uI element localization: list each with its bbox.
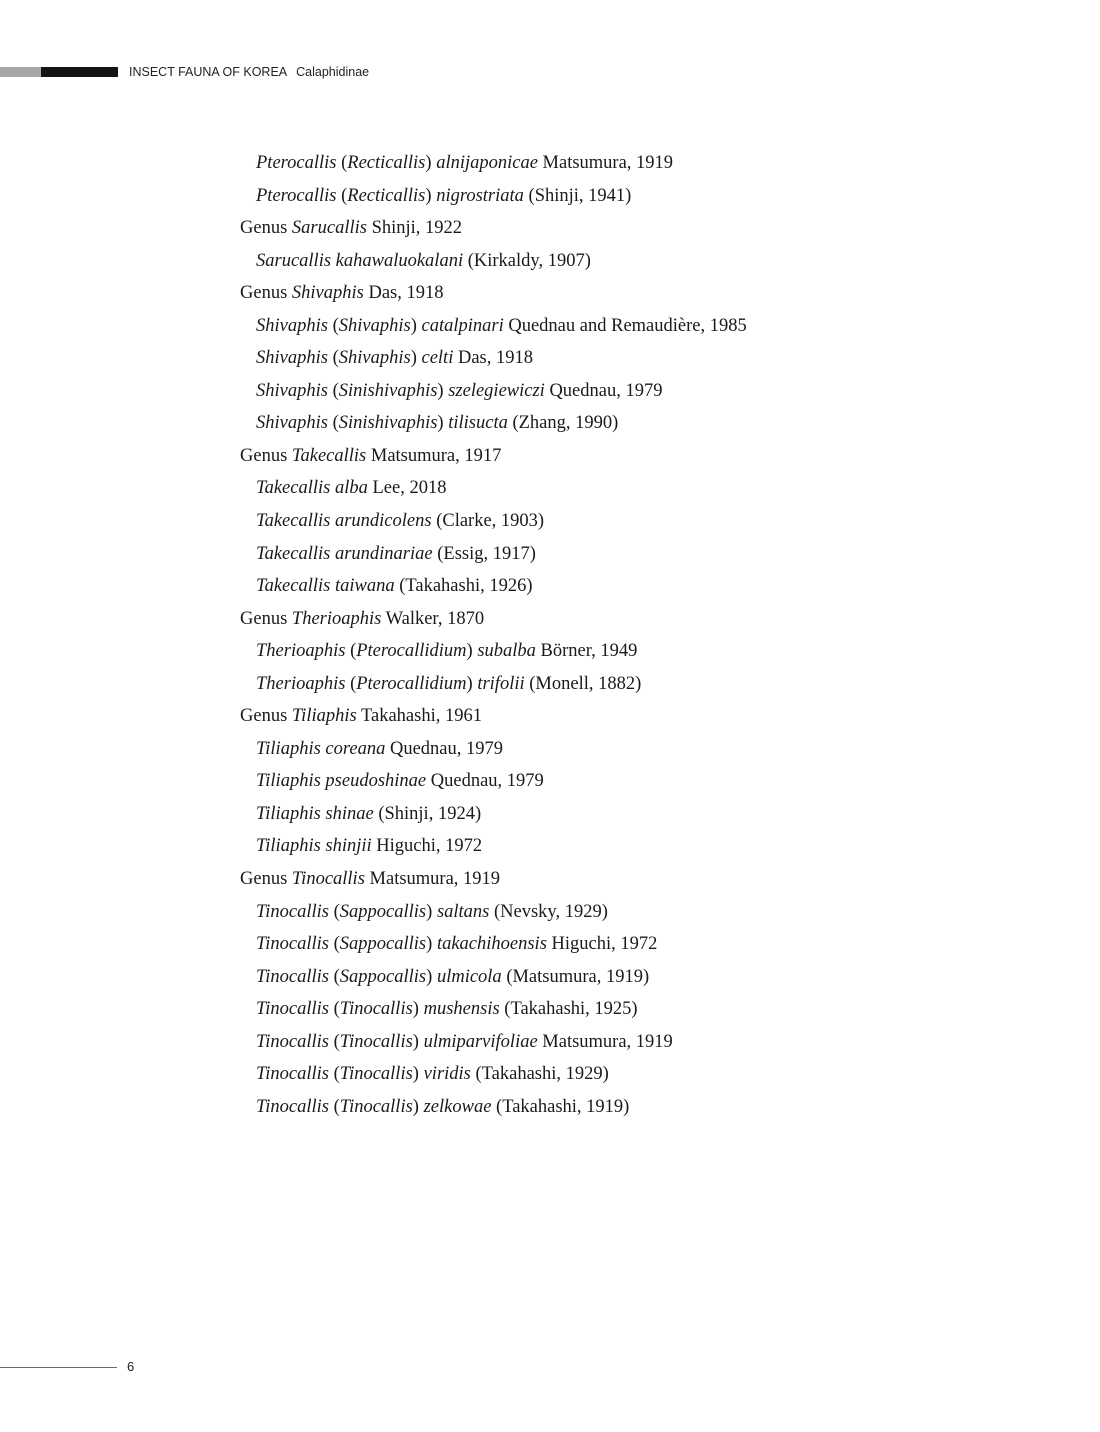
- taxon-text: Quednau and Remaudière, 1985: [503, 315, 747, 336]
- taxon-text: (Essig, 1917): [432, 543, 536, 564]
- taxon-name-italic: Tinocallis: [291, 869, 365, 890]
- taxon-text: ): [425, 185, 437, 206]
- taxon-text: Genus: [240, 869, 292, 890]
- taxon-text: ): [466, 673, 478, 694]
- species-entry: [240, 635, 1060, 668]
- taxon-text: (Takahashi, 1929): [470, 1064, 609, 1085]
- taxon-name-italic: Shivaphis: [256, 380, 328, 401]
- taxon-name-italic: Sarucallis kahawaluokalani: [256, 250, 464, 271]
- taxon-name-italic: tilisucta: [448, 413, 508, 434]
- species-entry: [240, 798, 1060, 831]
- taxon-name-italic: Tinocallis: [256, 999, 329, 1020]
- taxon-name-italic: Tiliaphis pseudoshinae: [256, 771, 427, 792]
- taxon-text: (: [327, 413, 339, 434]
- taxon-text: Genus: [240, 706, 292, 727]
- taxon-text: Genus: [240, 218, 292, 239]
- genus-entry: [240, 603, 1060, 636]
- taxon-name-italic: Takecallis arundicolens: [256, 511, 432, 532]
- taxon-name-italic: Tinocallis: [339, 1096, 413, 1117]
- taxon-text: ): [437, 413, 449, 434]
- taxon-text: ): [412, 1031, 424, 1052]
- taxon-text: Matsumura, 1917: [366, 445, 502, 466]
- taxon-text: ): [426, 901, 437, 922]
- species-entry: [240, 310, 1060, 343]
- species-entry: [240, 765, 1060, 798]
- taxon-name-italic: Pterocallidium: [356, 641, 467, 662]
- genus-entry: [240, 863, 1060, 896]
- taxon-text: (: [327, 348, 339, 369]
- taxon-text: (Matsumura, 1919): [501, 966, 650, 987]
- taxon-name-italic: Shivaphis: [256, 348, 328, 369]
- taxon-name-italic: Tinocallis: [339, 999, 413, 1020]
- species-entry: [240, 570, 1060, 603]
- species-entry: [240, 538, 1060, 571]
- page-number: 6: [127, 1359, 135, 1374]
- taxon-text: (Takahashi, 1925): [499, 999, 638, 1020]
- taxon-name-italic: Therioaphis: [256, 673, 346, 694]
- genus-entry: [240, 440, 1060, 473]
- taxon-name-italic: Therioaphis: [256, 641, 346, 662]
- taxon-name-italic: Sinishivaphis: [338, 380, 438, 401]
- taxon-name-italic: Sinishivaphis: [338, 413, 438, 434]
- species-entry: [240, 180, 1060, 213]
- taxon-text: Matsumura, 1919: [537, 1031, 673, 1052]
- taxon-text: ): [410, 348, 422, 369]
- taxon-name-italic: celti: [421, 348, 454, 369]
- taxon-name-italic: Sappocallis: [339, 901, 427, 922]
- taxon-text: ): [412, 1064, 424, 1085]
- taxon-text: (Monell, 1882): [524, 673, 642, 694]
- taxon-text: (Shinji, 1924): [373, 803, 482, 824]
- taxon-text: Takahashi, 1961: [356, 706, 482, 727]
- taxon-name-italic: Tinocallis: [256, 934, 329, 955]
- taxon-name-italic: catalpinari: [421, 315, 504, 336]
- taxon-text: Genus: [240, 608, 292, 629]
- taxon-name-italic: Takecallis taiwana: [256, 576, 395, 597]
- taxon-text: (Kirkaldy, 1907): [463, 250, 591, 271]
- taxon-name-italic: Sappocallis: [339, 934, 427, 955]
- taxon-name-italic: Tinocallis: [256, 901, 329, 922]
- taxon-text: ): [412, 999, 424, 1020]
- species-entry: [240, 1026, 1060, 1059]
- taxon-text: ): [437, 380, 449, 401]
- taxon-name-italic: takachihoensis: [436, 934, 547, 955]
- taxon-text: (: [329, 934, 340, 955]
- taxon-text: Das, 1918: [363, 283, 444, 304]
- taxon-name-italic: Pterocallis: [256, 153, 337, 173]
- taxon-name-italic: Tinocallis: [339, 1064, 413, 1085]
- taxon-name-italic: Shivaphis: [338, 315, 411, 336]
- taxon-text: (: [329, 1031, 340, 1052]
- taxon-text: Quednau, 1979: [426, 771, 544, 792]
- taxon-text: (: [327, 315, 339, 336]
- footer-rule: [0, 1367, 117, 1368]
- taxon-name-italic: Shivaphis: [256, 413, 328, 434]
- species-entry: [240, 472, 1060, 505]
- species-entry: [240, 375, 1060, 408]
- taxon-text: (Clarke, 1903): [431, 511, 545, 532]
- taxon-text: ): [426, 934, 437, 955]
- taxon-name-italic: Pterocallis: [256, 185, 337, 206]
- taxon-name-italic: saltans: [436, 901, 490, 922]
- taxon-name-italic: Tinocallis: [256, 1064, 329, 1085]
- taxon-text: (: [329, 966, 340, 987]
- taxon-text: Genus: [240, 283, 292, 304]
- species-entry: [240, 993, 1060, 1026]
- taxon-name-italic: Shivaphis: [291, 283, 364, 304]
- species-entry: [240, 830, 1060, 863]
- taxon-name-italic: Takecallis arundinariae: [256, 543, 433, 564]
- species-entry: [240, 342, 1060, 375]
- species-entry: [240, 1091, 1060, 1124]
- taxon-text: Quednau, 1979: [544, 380, 663, 401]
- taxon-text: ): [426, 966, 437, 987]
- genus-entry: [240, 700, 1060, 733]
- species-entry: [240, 407, 1060, 440]
- taxon-text: (: [329, 1064, 340, 1085]
- taxon-text: (: [329, 999, 340, 1020]
- taxon-name-italic: Recticallis: [347, 185, 426, 206]
- genus-entry: [240, 212, 1060, 245]
- taxon-name-italic: Sappocallis: [339, 966, 427, 987]
- taxon-text: (Takahashi, 1926): [394, 576, 533, 597]
- taxon-text: Matsumura, 1919: [364, 869, 501, 890]
- taxon-text: (Takahashi, 1919): [491, 1096, 630, 1117]
- taxon-text: Shinji, 1922: [366, 218, 463, 239]
- taxon-name-italic: Sarucallis: [291, 218, 367, 239]
- taxon-list: [240, 147, 1060, 1123]
- taxon-text: ): [466, 641, 478, 662]
- taxon-text: Higuchi, 1972: [371, 836, 483, 857]
- header-subtitle: Calaphidinae: [296, 65, 370, 79]
- species-entry: [240, 668, 1060, 701]
- taxon-name-italic: Tiliaphis shinae: [256, 803, 374, 824]
- taxon-text: Quednau, 1979: [385, 738, 504, 759]
- species-entry: [240, 928, 1060, 961]
- taxon-name-italic: Tinocallis: [339, 1031, 413, 1052]
- taxon-text: Matsumura, 1919: [537, 153, 674, 173]
- taxon-name-italic: Tinocallis: [256, 966, 329, 987]
- header-bar-gray: [0, 67, 41, 77]
- taxon-name-italic: nigrostriata: [436, 185, 524, 206]
- taxon-name-italic: Tiliaphis shinjii: [256, 836, 372, 857]
- taxon-text: (Shinji, 1941): [523, 185, 632, 206]
- taxon-text: ): [410, 315, 422, 336]
- species-entry: [240, 245, 1060, 278]
- taxon-name-italic: viridis: [423, 1064, 471, 1085]
- species-entry: [240, 961, 1060, 994]
- genus-entry: [240, 277, 1060, 310]
- taxon-name-italic: Tinocallis: [256, 1031, 329, 1052]
- taxon-text: Das, 1918: [453, 348, 533, 369]
- taxon-name-italic: Recticallis: [347, 153, 426, 173]
- taxon-text: Genus: [240, 445, 292, 466]
- taxon-text: (: [336, 153, 348, 173]
- taxon-text: (: [345, 641, 357, 662]
- taxon-text: (: [329, 901, 340, 922]
- taxon-name-italic: mushensis: [423, 999, 500, 1020]
- taxon-text: (Zhang, 1990): [507, 413, 619, 434]
- species-entry: [240, 505, 1060, 538]
- species-entry: [240, 896, 1060, 929]
- taxon-name-italic: ulmiparvifoliae: [423, 1031, 538, 1052]
- header-title: INSECT FAUNA OF KOREA: [129, 65, 288, 79]
- header-bar-black: [41, 67, 118, 77]
- species-entry: [240, 1058, 1060, 1091]
- taxon-name-italic: Tiliaphis: [291, 706, 357, 727]
- taxon-text: Börner, 1949: [535, 641, 638, 662]
- taxon-text: ): [425, 153, 437, 173]
- taxon-text: (: [329, 1096, 340, 1117]
- taxon-text: (Nevsky, 1929): [489, 901, 608, 922]
- species-entry: [240, 147, 1060, 180]
- taxon-name-italic: alnijaponicae: [436, 153, 538, 173]
- taxon-name-italic: Tiliaphis coreana: [256, 738, 386, 759]
- running-header: [129, 64, 369, 80]
- taxon-text: Lee, 2018: [367, 478, 447, 499]
- taxon-name-italic: Shivaphis: [338, 348, 411, 369]
- taxon-name-italic: szelegiewiczi: [448, 380, 545, 401]
- taxon-name-italic: Takecallis: [291, 445, 367, 466]
- species-entry: [240, 733, 1060, 766]
- taxon-text: ): [412, 1096, 424, 1117]
- taxon-text: (: [327, 380, 339, 401]
- taxon-name-italic: zelkowae: [423, 1096, 492, 1117]
- taxon-name-italic: Takecallis alba: [256, 478, 368, 499]
- taxon-text: Walker, 1870: [381, 608, 485, 629]
- taxon-name-italic: Pterocallidium: [356, 673, 467, 694]
- taxon-name-italic: Therioaphis: [291, 608, 382, 629]
- taxon-name-italic: subalba: [477, 641, 536, 662]
- taxon-text: (: [336, 185, 348, 206]
- taxon-name-italic: ulmicola: [436, 966, 502, 987]
- taxon-name-italic: Tinocallis: [256, 1096, 329, 1117]
- taxon-text: Higuchi, 1972: [546, 934, 658, 955]
- taxon-name-italic: Shivaphis: [256, 315, 328, 336]
- taxon-text: (: [345, 673, 357, 694]
- taxon-name-italic: trifolii: [477, 673, 525, 694]
